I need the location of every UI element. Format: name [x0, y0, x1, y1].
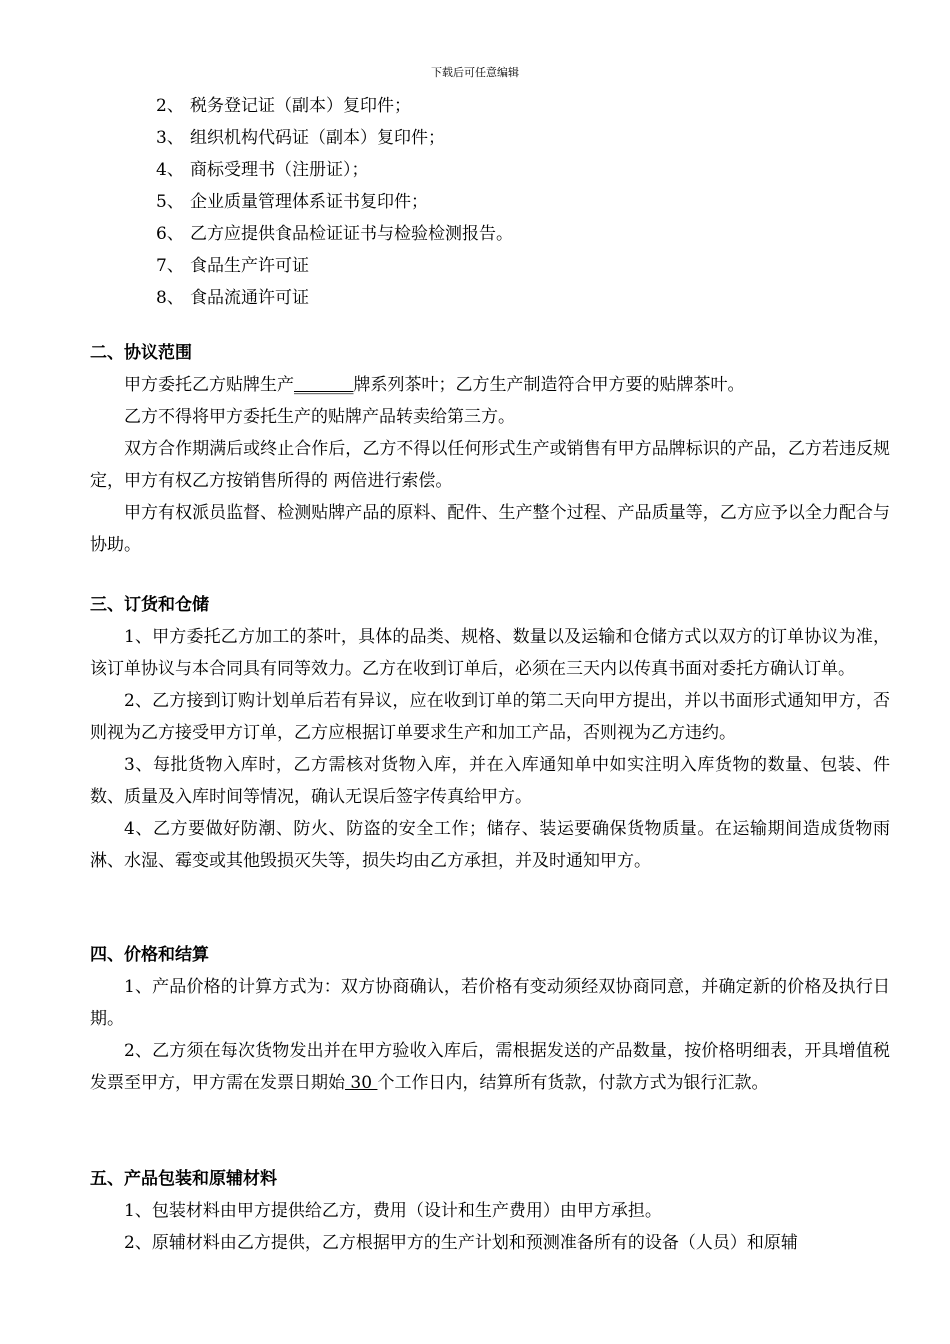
- list-item-number: 6、: [156, 224, 184, 244]
- paragraph: 双方合作期满后或终止合作后，乙方不得以任何形式生产或销售有甲方品牌标识的产品，乙方若违反规定，甲方有权乙方按销售所得的 两倍进行索偿。: [90, 439, 890, 491]
- list-item-number: 7、: [156, 256, 184, 276]
- list-item: [0, 282, 950, 314]
- section-heading: 四、价格和结算: [90, 945, 209, 965]
- list-item-text: 食品生产许可证: [190, 256, 309, 276]
- list-item-number: 3、: [156, 128, 184, 148]
- list-item-text: 组织机构代码证（副本）复印件；: [190, 128, 445, 148]
- paragraph: 1、包装材料由甲方提供给乙方，费用（设计和生产费用）由甲方承担。: [124, 1201, 662, 1221]
- list-item-text: 乙方应提供食品检证证书与检验检测报告。: [190, 224, 513, 244]
- paragraph: 4、乙方要做好防潮、防火、防盗的安全工作；储存、装运要确保货物质量。在运输期间造成货物雨淋、水湿、霉变或其他毁损灭失等，损失均由乙方承担，并及时通知甲方。: [90, 819, 890, 871]
- paragraph-text: 甲方委托乙方贴牌生产: [124, 375, 294, 395]
- paragraph-text: 牌系列茶叶；乙方生产制造符合甲方要的贴牌茶叶。: [353, 375, 745, 395]
- list-item-text: 企业质量管理体系证书复印件；: [190, 192, 428, 212]
- section-heading: 二、协议范围: [90, 343, 192, 363]
- days-value: 30: [345, 1073, 378, 1093]
- brand-blank: _______: [294, 375, 354, 395]
- list-item-text: 税务登记证（副本）复印件；: [190, 96, 411, 116]
- section-heading: 五、产品包装和原辅材料: [90, 1169, 277, 1189]
- list-item: [0, 122, 950, 154]
- list-item-number: 4、: [156, 160, 184, 180]
- list-item: [0, 250, 950, 282]
- paragraph: 乙方不得将甲方委托生产的贴牌产品转卖给第三方。: [124, 407, 515, 427]
- paragraph: 1、甲方委托乙方加工的茶叶，具体的品类、规格、数量以及运输和仓储方式以双方的订单协议为准，该订单协议与本合同具有同等效力。乙方在收到订单后，必须在三天内以传真书面对委托方确认订单。: [90, 627, 890, 679]
- list-item-text: 商标受理书（注册证）；: [190, 160, 369, 180]
- paragraph: 甲方有权派员监督、检测贴牌产品的原料、配件、生产整个过程、产品质量等，乙方应予以全力配合与协助。: [90, 503, 890, 555]
- paragraph-text: 2、乙方须在每次货物发出并在甲方验收入库后，需根据发送的产品数量，按价格明细表，开具增值税发票至甲方，甲方需在发票日期始: [90, 1041, 890, 1093]
- section-ordering-storage: [90, 589, 890, 877]
- paragraph: [90, 1035, 890, 1099]
- list-item-number: 5、: [156, 192, 184, 212]
- list-item: [0, 90, 950, 122]
- page-header: 下载后可任意编辑: [431, 66, 519, 79]
- paragraph-text: 个工作日内，结算所有货款，付款方式为银行汇款。: [377, 1073, 769, 1093]
- paragraph: [90, 369, 890, 401]
- document-list: [0, 90, 950, 314]
- list-item-text: 食品流通许可证: [190, 288, 309, 308]
- list-item: [0, 186, 950, 218]
- list-item: [0, 154, 950, 186]
- section-agreement-scope: [90, 337, 890, 561]
- section-price-settlement: [90, 939, 890, 1099]
- list-item-number: 8、: [156, 288, 184, 308]
- paragraph: 1、产品价格的计算方式为：双方协商确认，若价格有变动须经双协商同意，并确定新的价格及执行日期。: [90, 977, 890, 1029]
- list-item: [0, 218, 950, 250]
- section-packaging-materials: [90, 1163, 890, 1259]
- paragraph: 2、乙方接到订购计划单后若有异议，应在收到订单的第二天向甲方提出，并以书面形式通知甲方，否则视为乙方接受甲方订单，乙方应根据订单要求生产和加工产品，否则视为乙方违约。: [90, 691, 890, 743]
- section-heading: 三、订货和仓储: [90, 595, 209, 615]
- paragraph: 3、每批货物入库时，乙方需核对货物入库，并在入库通知单中如实注明入库货物的数量、包装、件数、质量及入库时间等情况，确认无误后签字传真给甲方。: [90, 755, 890, 807]
- paragraph: 2、原辅材料由乙方提供，乙方根据甲方的生产计划和预测准备所有的设备（人员）和原辅: [124, 1233, 798, 1253]
- list-item-number: 2、: [156, 96, 184, 116]
